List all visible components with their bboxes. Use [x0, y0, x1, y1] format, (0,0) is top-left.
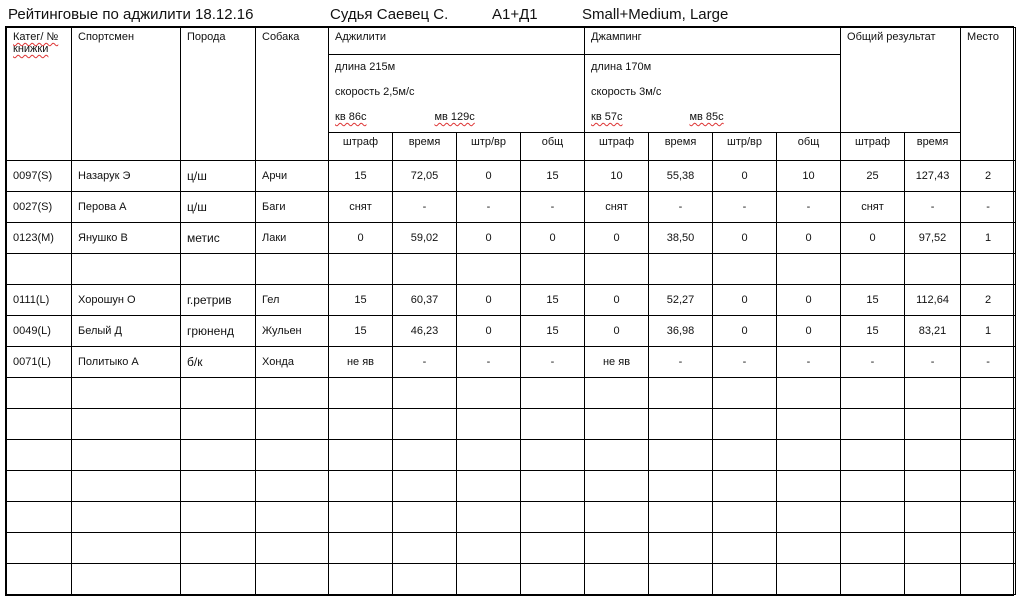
table-cell: Гел — [256, 285, 329, 316]
table-cell: 0 — [713, 316, 777, 347]
empty-cell — [457, 533, 521, 564]
subheader-cell: штраф — [841, 133, 905, 161]
empty-cell — [585, 502, 649, 533]
empty-cell — [585, 409, 649, 440]
empty-cell — [256, 378, 329, 409]
table-cell: - — [905, 347, 961, 378]
empty-cell — [713, 564, 777, 595]
empty-row — [7, 440, 1016, 471]
empty-cell — [585, 471, 649, 502]
table-cell — [7, 254, 72, 285]
table-row — [7, 192, 1016, 223]
empty-cell — [393, 533, 457, 564]
table-cell: 38,50 — [649, 223, 713, 254]
table-cell: ц/ш — [181, 161, 256, 192]
empty-cell — [329, 409, 393, 440]
table-cell: 46,23 — [393, 316, 457, 347]
empty-cell — [72, 440, 181, 471]
header-breed: Порода — [181, 28, 256, 161]
judge-name: Судья Саевец С. — [330, 6, 449, 23]
table-cell: - — [393, 192, 457, 223]
table-cell: 0 — [841, 223, 905, 254]
empty-cell — [329, 533, 393, 564]
empty-cell — [7, 502, 72, 533]
table-cell: - — [649, 192, 713, 223]
table-cell: - — [777, 347, 841, 378]
agility-times — [335, 105, 578, 130]
agility-mv: мв 129с — [434, 111, 475, 123]
results-table — [6, 27, 1016, 595]
table-cell: 60,37 — [393, 285, 457, 316]
table-cell: 0 — [713, 223, 777, 254]
empty-cell — [457, 471, 521, 502]
subheader-cell: время — [649, 133, 713, 161]
table-cell: Баги — [256, 192, 329, 223]
empty-cell — [457, 440, 521, 471]
empty-cell — [181, 409, 256, 440]
empty-cell — [777, 564, 841, 595]
table-cell: снят — [585, 192, 649, 223]
table-cell: - — [841, 347, 905, 378]
empty-cell — [457, 564, 521, 595]
empty-cell — [841, 564, 905, 595]
jumping-speed: скорость 3м/с — [591, 86, 662, 98]
table-cell — [905, 254, 961, 285]
empty-cell — [961, 502, 1016, 533]
empty-cell — [181, 564, 256, 595]
table-cell: 0 — [457, 285, 521, 316]
table-row — [7, 285, 1016, 316]
jumping-length: длина 170м — [591, 61, 652, 73]
empty-cell — [777, 502, 841, 533]
empty-cell — [329, 440, 393, 471]
table-cell: г.ретрив — [181, 285, 256, 316]
table-cell: 15 — [329, 161, 393, 192]
classes-label: А1+Д1 — [492, 6, 538, 23]
table-cell: 0 — [585, 285, 649, 316]
table-cell: 15 — [521, 316, 585, 347]
table-cell — [777, 254, 841, 285]
empty-cell — [329, 471, 393, 502]
table-cell: 83,21 — [905, 316, 961, 347]
table-cell: 72,05 — [393, 161, 457, 192]
table-cell: Арчи — [256, 161, 329, 192]
results-table-frame — [5, 26, 1014, 596]
empty-cell — [457, 409, 521, 440]
header-place: Место — [961, 28, 1016, 161]
table-cell: 0 — [457, 223, 521, 254]
empty-cell — [649, 409, 713, 440]
empty-cell — [841, 409, 905, 440]
table-cell: 0 — [585, 223, 649, 254]
empty-cell — [713, 471, 777, 502]
header-agility: Аджилити — [329, 28, 585, 55]
empty-cell — [521, 533, 585, 564]
table-cell: - — [961, 347, 1016, 378]
empty-cell — [585, 533, 649, 564]
empty-cell — [256, 409, 329, 440]
empty-cell — [905, 471, 961, 502]
table-cell: 0097(S) — [7, 161, 72, 192]
empty-cell — [713, 409, 777, 440]
empty-cell — [181, 471, 256, 502]
empty-row — [7, 471, 1016, 502]
table-cell: 52,27 — [649, 285, 713, 316]
table-cell: 36,98 — [649, 316, 713, 347]
table-cell: 15 — [329, 316, 393, 347]
table-cell — [585, 254, 649, 285]
table-cell: Белый Д — [72, 316, 181, 347]
table-cell: не яв — [329, 347, 393, 378]
table-cell: ц/ш — [181, 192, 256, 223]
empty-cell — [457, 378, 521, 409]
empty-cell — [961, 533, 1016, 564]
empty-cell — [329, 502, 393, 533]
jumping-times — [591, 105, 834, 130]
table-cell: Янушко В — [72, 223, 181, 254]
sizes-label: Small+Medium, Large — [582, 6, 729, 23]
table-cell: 0027(S) — [7, 192, 72, 223]
table-cell: 127,43 — [905, 161, 961, 192]
results-body — [7, 161, 1016, 595]
empty-cell — [961, 564, 1016, 595]
table-cell: Хорошун О — [72, 285, 181, 316]
table-cell: Хонда — [256, 347, 329, 378]
empty-cell — [713, 502, 777, 533]
table-cell: снят — [841, 192, 905, 223]
table-cell: 0 — [713, 285, 777, 316]
table-cell: - — [521, 192, 585, 223]
empty-cell — [649, 378, 713, 409]
table-cell: - — [713, 192, 777, 223]
empty-cell — [905, 378, 961, 409]
empty-cell — [713, 378, 777, 409]
header-athlete: Спортсмен — [72, 28, 181, 161]
table-cell: Перова А — [72, 192, 181, 223]
table-row — [7, 254, 1016, 285]
subheader-cell: время — [905, 133, 961, 161]
table-row — [7, 161, 1016, 192]
table-cell: снят — [329, 192, 393, 223]
table-cell: 25 — [841, 161, 905, 192]
empty-cell — [7, 409, 72, 440]
empty-row — [7, 533, 1016, 564]
table-row — [7, 223, 1016, 254]
table-cell: 15 — [521, 161, 585, 192]
table-cell: 10 — [585, 161, 649, 192]
table-cell: 0123(M) — [7, 223, 72, 254]
empty-cell — [181, 533, 256, 564]
empty-cell — [841, 502, 905, 533]
empty-row — [7, 378, 1016, 409]
empty-cell — [393, 378, 457, 409]
event-title: Рейтинговые по аджилити 18.12.16 — [8, 6, 254, 23]
table-cell: - — [521, 347, 585, 378]
empty-cell — [521, 564, 585, 595]
agility-kv: кв 86с — [335, 111, 367, 123]
document-title — [0, 4, 1019, 26]
empty-cell — [649, 564, 713, 595]
table-cell: - — [905, 192, 961, 223]
empty-cell — [585, 378, 649, 409]
table-cell — [961, 254, 1016, 285]
table-cell: 59,02 — [393, 223, 457, 254]
table-cell — [181, 254, 256, 285]
agility-speed: скорость 2,5м/с — [335, 86, 415, 98]
table-cell: 15 — [841, 316, 905, 347]
table-cell: 15 — [521, 285, 585, 316]
table-cell: 2 — [961, 161, 1016, 192]
empty-cell — [329, 378, 393, 409]
empty-cell — [585, 440, 649, 471]
table-cell: - — [713, 347, 777, 378]
table-cell: 0 — [585, 316, 649, 347]
empty-cell — [841, 378, 905, 409]
table-cell: Назарук Э — [72, 161, 181, 192]
empty-cell — [841, 471, 905, 502]
subheader-cell: общ — [777, 133, 841, 161]
table-cell: метис — [181, 223, 256, 254]
empty-cell — [256, 533, 329, 564]
empty-cell — [713, 440, 777, 471]
empty-cell — [649, 471, 713, 502]
empty-cell — [393, 409, 457, 440]
empty-cell — [521, 471, 585, 502]
table-cell — [256, 254, 329, 285]
empty-cell — [841, 533, 905, 564]
empty-cell — [181, 378, 256, 409]
table-cell: 1 — [961, 223, 1016, 254]
empty-cell — [7, 533, 72, 564]
empty-row — [7, 502, 1016, 533]
table-cell: Лаки — [256, 223, 329, 254]
table-cell: 0 — [521, 223, 585, 254]
empty-cell — [521, 502, 585, 533]
empty-cell — [905, 564, 961, 595]
empty-cell — [777, 471, 841, 502]
table-cell — [841, 254, 905, 285]
empty-cell — [393, 440, 457, 471]
empty-cell — [521, 378, 585, 409]
table-cell: 0 — [777, 316, 841, 347]
empty-cell — [713, 533, 777, 564]
subheader-cell: время — [393, 133, 457, 161]
table-cell: 0 — [457, 316, 521, 347]
table-cell: - — [649, 347, 713, 378]
empty-cell — [649, 533, 713, 564]
empty-cell — [256, 471, 329, 502]
table-cell: 97,52 — [905, 223, 961, 254]
empty-cell — [7, 378, 72, 409]
table-row — [7, 347, 1016, 378]
table-cell: 1 — [961, 316, 1016, 347]
subheader-cell: штраф — [329, 133, 393, 161]
subheader-cell: штр/вр — [457, 133, 521, 161]
table-cell: - — [393, 347, 457, 378]
table-cell: Жульен — [256, 316, 329, 347]
table-cell — [393, 254, 457, 285]
table-cell: Политыко А — [72, 347, 181, 378]
table-cell: 10 — [777, 161, 841, 192]
empty-cell — [7, 564, 72, 595]
empty-cell — [72, 378, 181, 409]
empty-cell — [393, 564, 457, 595]
table-cell: 15 — [841, 285, 905, 316]
header-jumping: Джампинг — [585, 28, 841, 55]
empty-cell — [457, 502, 521, 533]
table-cell — [72, 254, 181, 285]
empty-cell — [72, 471, 181, 502]
table-cell: не яв — [585, 347, 649, 378]
empty-cell — [961, 440, 1016, 471]
table-cell: - — [457, 192, 521, 223]
table-cell: - — [457, 347, 521, 378]
table-cell: 0071(L) — [7, 347, 72, 378]
empty-cell — [72, 502, 181, 533]
table-cell: - — [777, 192, 841, 223]
subheader-cell: штраф — [585, 133, 649, 161]
subheader-cell: общ — [521, 133, 585, 161]
empty-cell — [961, 378, 1016, 409]
empty-cell — [72, 533, 181, 564]
empty-cell — [329, 564, 393, 595]
empty-cell — [777, 533, 841, 564]
jumping-kv: кв 57с — [591, 111, 623, 123]
table-cell: 55,38 — [649, 161, 713, 192]
agility-length: длина 215м — [335, 61, 396, 73]
empty-cell — [649, 440, 713, 471]
table-cell: - — [961, 192, 1016, 223]
table-cell — [457, 254, 521, 285]
empty-cell — [777, 409, 841, 440]
empty-cell — [961, 471, 1016, 502]
header-dog: Собака — [256, 28, 329, 161]
empty-cell — [961, 409, 1016, 440]
table-cell — [329, 254, 393, 285]
empty-row — [7, 409, 1016, 440]
table-cell: 0 — [777, 285, 841, 316]
header-category: Катег/ № книжки — [7, 28, 72, 161]
empty-cell — [905, 440, 961, 471]
empty-cell — [905, 502, 961, 533]
empty-cell — [777, 440, 841, 471]
empty-cell — [256, 564, 329, 595]
empty-cell — [393, 502, 457, 533]
empty-cell — [181, 440, 256, 471]
table-cell: 0 — [713, 161, 777, 192]
empty-cell — [521, 409, 585, 440]
empty-cell — [256, 440, 329, 471]
empty-row — [7, 564, 1016, 595]
empty-cell — [841, 440, 905, 471]
empty-cell — [585, 564, 649, 595]
agility-params — [329, 55, 585, 133]
empty-cell — [905, 533, 961, 564]
empty-cell — [905, 409, 961, 440]
table-cell: 0 — [777, 223, 841, 254]
empty-cell — [393, 471, 457, 502]
empty-cell — [256, 502, 329, 533]
table-row — [7, 316, 1016, 347]
table-cell — [713, 254, 777, 285]
subheader-cell: штр/вр — [713, 133, 777, 161]
jumping-params — [585, 55, 841, 133]
empty-cell — [777, 378, 841, 409]
table-cell — [521, 254, 585, 285]
table-cell: 0 — [329, 223, 393, 254]
table-cell — [649, 254, 713, 285]
empty-cell — [7, 471, 72, 502]
jumping-mv: мв 85с — [689, 111, 724, 123]
empty-cell — [181, 502, 256, 533]
empty-cell — [7, 440, 72, 471]
empty-cell — [72, 409, 181, 440]
table-cell: 15 — [329, 285, 393, 316]
table-cell: 0 — [457, 161, 521, 192]
empty-cell — [72, 564, 181, 595]
table-cell: б/к — [181, 347, 256, 378]
table-cell: грюненд — [181, 316, 256, 347]
table-cell: 0049(L) — [7, 316, 72, 347]
table-cell: 0111(L) — [7, 285, 72, 316]
table-cell: 112,64 — [905, 285, 961, 316]
empty-cell — [649, 502, 713, 533]
empty-cell — [521, 440, 585, 471]
table-cell: 2 — [961, 285, 1016, 316]
header-total: Общий результат — [841, 28, 961, 133]
